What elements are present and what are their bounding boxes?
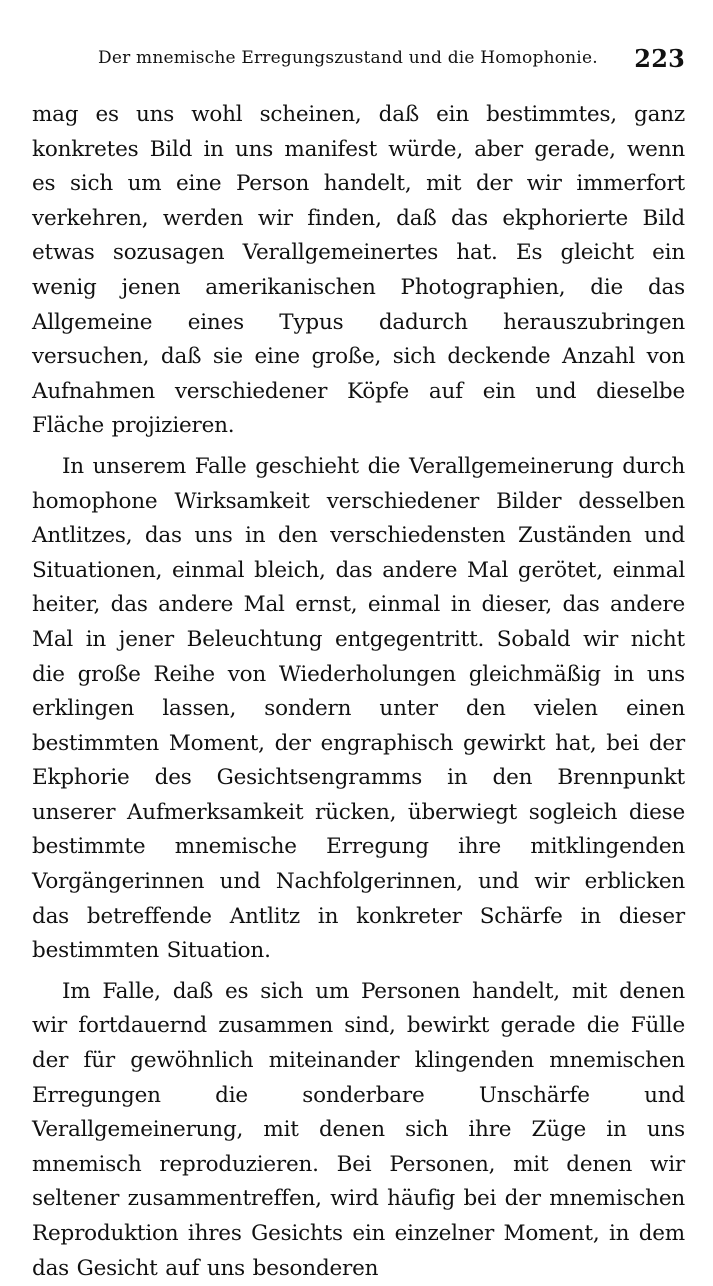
paragraph-2: In unserem Falle geschieht die Verallgemeinerung durch homophone Wirksamkeit verschiedener Bilder desselben Antlitzes, das uns in den verschiedensten Zuständen und Situationen, einmal bleich, das andere Mal gerötet, einmal heiter, das andere Mal ernst, einmal in dieser, das andere Mal in jener Beleuchtung entgegentritt. Sobald wir nicht die große Reihe von Wiederholungen gleichmäßig in uns erklingen lassen, sondern unter den vielen einen bestimmten Moment, der engraphisch gewirkt hat, bei der Ekphorie des Gesichtsengramms in den Brennpunkt unserer Aufmerksamkeit rücken, überwiegt sogleich diese bestimmte mnemische Erregung ihre mitklingenden Vorgängerinnen und Nachfolgerinnen, und wir erblicken das betreffende Antlitz in konkreter Schärfe in dieser bestimmten Situation. bbox=[32, 453, 685, 964]
running-head bbox=[32, 44, 685, 84]
paragraph-3: Im Falle, daß es sich um Personen handelt, mit denen wir fortdauernd zusammen sind, bewirkt gerade die Fülle der für gewöhnlich miteinander klingenden mnemischen Erregungen die sonderbare Unschärfe und Verallgemeinerung, mit denen sich ihre Züge in uns mnemisch reproduzieren. Bei Personen, mit denen wir seltener zusammentreffen, wird häufig bei der mnemischen Reproduktion ihres Gesichts ein einzelner Moment, in dem das Gesicht auf uns besonderen bbox=[32, 978, 685, 1281]
paragraph-1: mag es uns wohl scheinen, daß ein bestimmtes, ganz konkretes Bild in uns manifest würde, aber gerade, wenn es sich um eine Person handelt, mit der wir immerfort verkehren, werden wir finden, daß das ekphorierte Bild etwas sozusagen Verallgemeinertes hat. Es gleicht ein wenig jenen amerikanischen Photographien, die das Allgemeine eines Typus dadurch herauszubringen versuchen, daß sie eine große, sich deckende Anzahl von Aufnahmen verschiedener Köpfe auf ein und dieselbe Fläche projizieren. bbox=[32, 102, 685, 439]
page-number: 223 bbox=[634, 44, 685, 73]
body-text bbox=[32, 98, 685, 1286]
running-title: Der mnemische Erregungszustand und die Homophonie. bbox=[98, 48, 598, 68]
